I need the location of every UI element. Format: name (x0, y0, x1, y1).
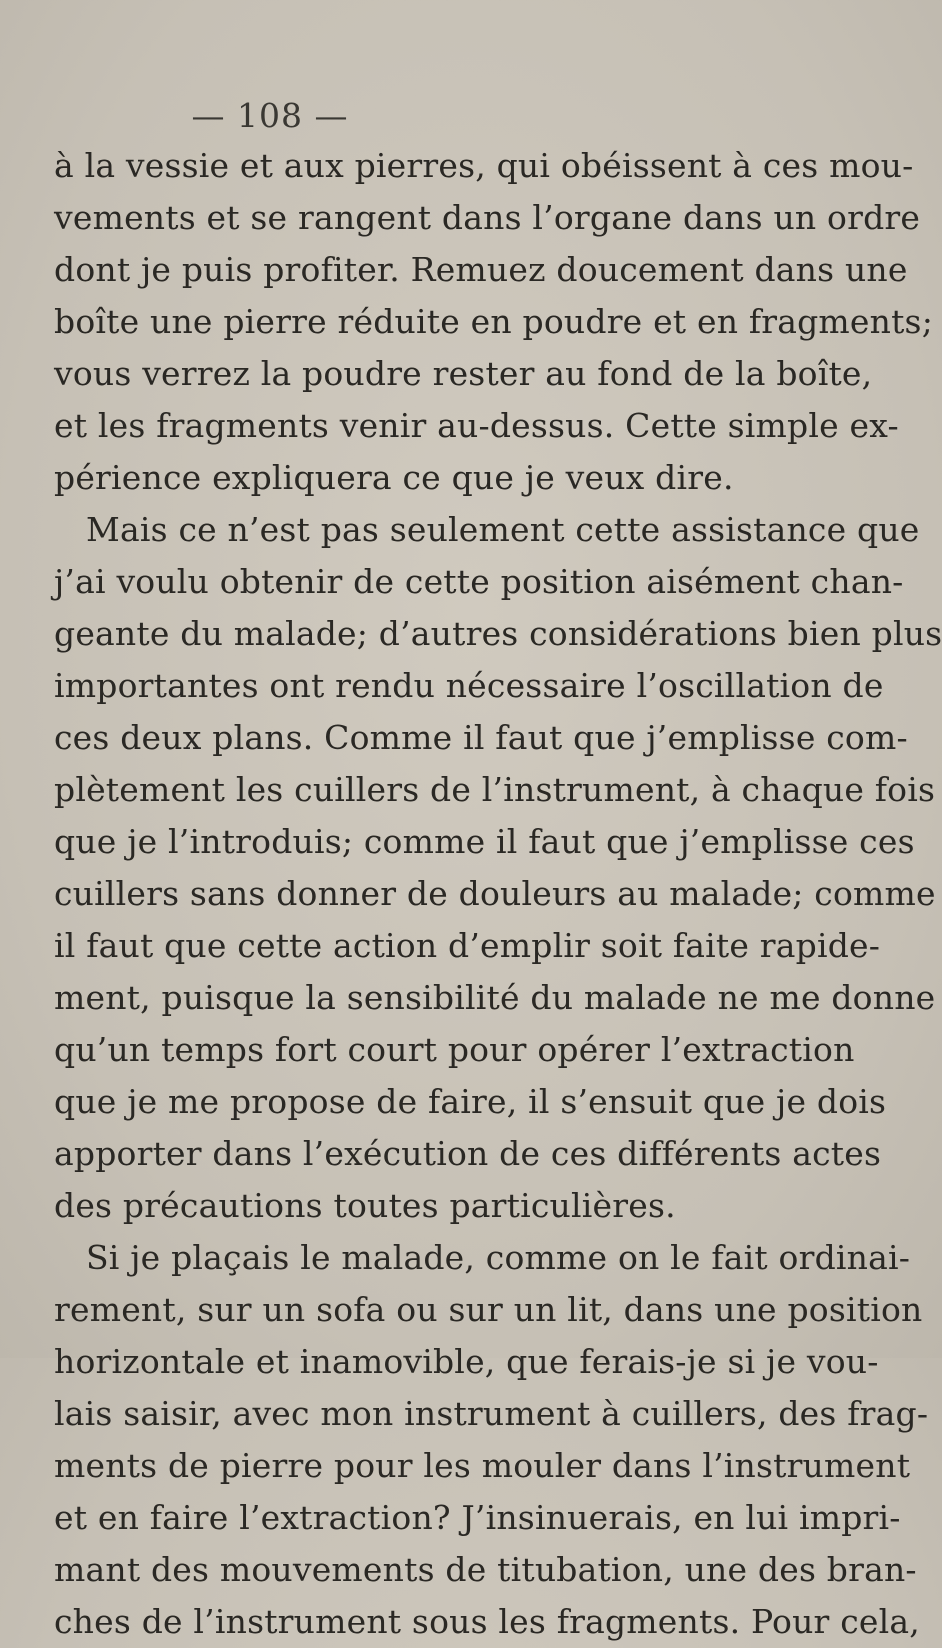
text-line: des précautions toutes particulières. (54, 1186, 676, 1225)
text-line: ments de pierre pour les mouler dans l’instrument (54, 1446, 911, 1485)
text-line: apporter dans l’exécution de ces différents actes (54, 1134, 882, 1173)
text-line: horizontale et inamovible, que ferais-je si je vou- (54, 1342, 879, 1381)
text-line: ches de l’instrument sous les fragments. Pour cela, (54, 1602, 920, 1641)
text-line: cuillers sans donner de douleurs au malade; comme (54, 874, 936, 913)
text-line: il faut que cette action d’emplir soit faite rapide- (54, 926, 881, 965)
text-line: Mais ce n’est pas seulement cette assistance que (86, 510, 920, 549)
text-line: rement, sur un sofa ou sur un lit, dans une position (54, 1290, 923, 1329)
text-line: geante du malade; d’autres considérations bien plus (54, 614, 942, 653)
body-text (54, 140, 942, 1648)
text-line: vous verrez la poudre rester au fond de la boîte, (54, 354, 873, 393)
text-line: périence expliquera ce que je veux dire. (54, 458, 734, 497)
page-number: — 108 — (191, 96, 349, 135)
text-line: vements et se rangent dans l’organe dans un ordre (54, 198, 921, 237)
text-line: que je me propose de faire, il s’ensuit que je dois (54, 1082, 887, 1121)
text-line: j’ai voulu obtenir de cette position aisément chan- (54, 562, 904, 601)
text-line: plètement les cuillers de l’instrument, à chaque fois (54, 770, 936, 809)
text-line: dont je puis profiter. Remuez doucement dans une (54, 250, 908, 289)
text-line: Si je plaçais le malade, comme on le fait ordinai- (86, 1238, 911, 1277)
text-line: et en faire l’extraction? J’insinuerais, en lui impri- (54, 1498, 901, 1537)
text-line: qu’un temps fort court pour opérer l’extraction (54, 1030, 855, 1069)
text-line: que je l’introduis; comme il faut que j’emplisse ces (54, 822, 915, 861)
text-line: boîte une pierre réduite en poudre et en fragments; (54, 302, 934, 341)
text-line: ces deux plans. Comme il faut que j’emplisse com- (54, 718, 908, 757)
text-line: et les fragments venir au-dessus. Cette simple ex- (54, 406, 899, 445)
text-line: importantes ont rendu nécessaire l’oscillation de (54, 666, 884, 705)
text-line: ment, puisque la sensibilité du malade ne me donne (54, 978, 936, 1017)
text-line: mant des mouvements de titubation, une des bran- (54, 1550, 917, 1589)
text-line: lais saisir, avec mon instrument à cuillers, des frag- (54, 1394, 929, 1433)
text-line: à la vessie et aux pierres, qui obéissent à ces mou- (54, 146, 914, 185)
